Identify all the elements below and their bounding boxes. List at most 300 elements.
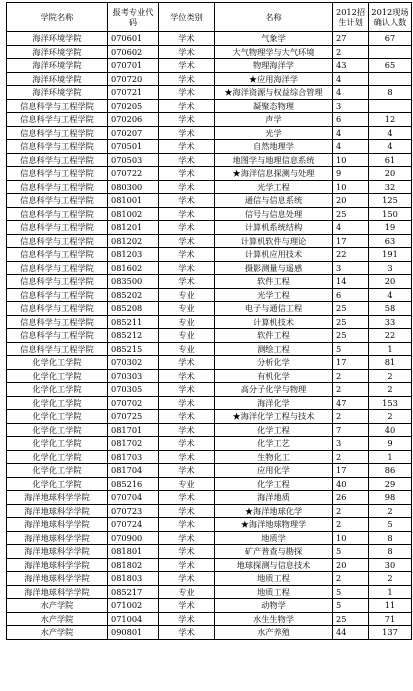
degree-type-cell: 学术 [159, 518, 215, 532]
major-code-cell: 070704 [108, 491, 159, 505]
enrollment-plan-cell: 20 [333, 194, 369, 208]
degree-type-cell: 学术 [159, 140, 215, 154]
major-code-cell: 085212 [108, 329, 159, 343]
college-name-cell: 海洋地球科学学院 [7, 545, 108, 559]
major-code-cell: 070723 [108, 504, 159, 518]
enrollment-plan-cell: 26 [333, 491, 369, 505]
table-row [7, 221, 412, 235]
confirmed-count-cell [369, 99, 412, 113]
major-name-cell: 海洋地质 [215, 491, 333, 505]
header-row [7, 3, 412, 32]
table-row [7, 315, 412, 329]
major-name-cell: 声学 [215, 113, 333, 127]
major-name-cell: ★海洋信息探测与处理 [215, 167, 333, 181]
degree-type-cell: 学术 [159, 194, 215, 208]
major-name-cell: 信号与信息处理 [215, 207, 333, 221]
confirmed-count-cell: 81 [369, 356, 412, 370]
confirmed-count-cell: 9 [369, 437, 412, 451]
degree-type-cell: 学术 [159, 86, 215, 100]
confirmed-count-cell: 11 [369, 599, 412, 613]
enrollment-plan-cell: 4 [333, 140, 369, 154]
major-code-cell: 070602 [108, 45, 159, 59]
header-enrollment-plan: 2012招生计划 [333, 3, 369, 32]
table-row [7, 410, 412, 424]
degree-type-cell: 学术 [159, 248, 215, 262]
major-name-cell: 摄影测量与遥感 [215, 261, 333, 275]
college-name-cell: 化学化工学院 [7, 423, 108, 437]
major-name-cell: ★应用海洋学 [215, 72, 333, 86]
college-name-cell: 海洋地球科学学院 [7, 518, 108, 532]
college-name-cell: 信息科学与工程学院 [7, 234, 108, 248]
major-name-cell: 地质工程 [215, 585, 333, 599]
degree-type-cell: 学术 [159, 599, 215, 613]
table-row [7, 99, 412, 113]
confirmed-count-cell: 33 [369, 315, 412, 329]
degree-type-cell: 学术 [159, 207, 215, 221]
enrollment-plan-cell: 4 [333, 86, 369, 100]
college-name-cell: 水产学院 [7, 599, 108, 613]
major-code-cell: 081803 [108, 572, 159, 586]
college-name-cell: 海洋环境学院 [7, 86, 108, 100]
enrollment-plan-cell: 5 [333, 585, 369, 599]
degree-type-cell: 学术 [159, 275, 215, 289]
college-name-cell: 海洋地球科学学院 [7, 558, 108, 572]
college-name-cell: 海洋地球科学学院 [7, 531, 108, 545]
major-code-cell: 070601 [108, 32, 159, 46]
enrollment-plan-cell: 27 [333, 32, 369, 46]
major-code-cell: 081703 [108, 450, 159, 464]
degree-type-cell: 学术 [159, 383, 215, 397]
enrollment-plan-cell: 3 [333, 99, 369, 113]
college-name-cell: 化学化工学院 [7, 437, 108, 451]
major-code-cell: 070702 [108, 396, 159, 410]
table-row [7, 545, 412, 559]
college-name-cell: 海洋环境学院 [7, 59, 108, 73]
college-name-cell: 化学化工学院 [7, 477, 108, 491]
enrollment-plan-cell: 9 [333, 167, 369, 181]
college-name-cell: 信息科学与工程学院 [7, 99, 108, 113]
enrollment-plan-cell: 6 [333, 288, 369, 302]
major-code-cell: 070302 [108, 356, 159, 370]
enrollment-plan-cell: 4 [333, 221, 369, 235]
major-name-cell: 高分子化学与物理 [215, 383, 333, 397]
confirmed-count-cell: 20 [369, 167, 412, 181]
table-row [7, 72, 412, 86]
major-code-cell: 070305 [108, 383, 159, 397]
major-code-cell: 070303 [108, 369, 159, 383]
confirmed-count-cell: 40 [369, 423, 412, 437]
college-name-cell: 海洋环境学院 [7, 32, 108, 46]
enrollment-plan-cell: 5 [333, 342, 369, 356]
table-row [7, 558, 412, 572]
college-name-cell: 海洋环境学院 [7, 72, 108, 86]
college-name-cell: 化学化工学院 [7, 410, 108, 424]
degree-type-cell: 学术 [159, 261, 215, 275]
college-name-cell: 化学化工学院 [7, 383, 108, 397]
degree-type-cell: 专业 [159, 288, 215, 302]
college-name-cell: 信息科学与工程学院 [7, 167, 108, 181]
degree-type-cell: 学术 [159, 504, 215, 518]
college-name-cell: 信息科学与工程学院 [7, 288, 108, 302]
major-name-cell: 自然地理学 [215, 140, 333, 154]
college-name-cell: 信息科学与工程学院 [7, 261, 108, 275]
college-name-cell: 信息科学与工程学院 [7, 329, 108, 343]
degree-type-cell: 学术 [159, 221, 215, 235]
major-code-cell: 070720 [108, 72, 159, 86]
major-name-cell: 地质工程 [215, 572, 333, 586]
enrollment-plan-cell: 2 [333, 504, 369, 518]
enrollment-plan-cell: 20 [333, 558, 369, 572]
major-code-cell: 081202 [108, 234, 159, 248]
table-row [7, 261, 412, 275]
college-name-cell: 化学化工学院 [7, 356, 108, 370]
table-row [7, 423, 412, 437]
college-name-cell: 信息科学与工程学院 [7, 153, 108, 167]
major-name-cell: 电子与通信工程 [215, 302, 333, 316]
major-name-cell: 地球探测与信息技术 [215, 558, 333, 572]
major-name-cell: 地质学 [215, 531, 333, 545]
enrollment-table [6, 2, 412, 640]
enrollment-plan-cell: 25 [333, 612, 369, 626]
major-name-cell: 软件工程 [215, 329, 333, 343]
degree-type-cell: 学术 [159, 558, 215, 572]
degree-type-cell: 学术 [159, 572, 215, 586]
degree-type-cell: 专业 [159, 342, 215, 356]
degree-type-cell: 专业 [159, 315, 215, 329]
table-row [7, 302, 412, 316]
major-name-cell: 化学工程 [215, 477, 333, 491]
major-code-cell: 090801 [108, 626, 159, 640]
enrollment-plan-cell: 25 [333, 207, 369, 221]
table-row [7, 140, 412, 154]
major-code-cell: 070206 [108, 113, 159, 127]
enrollment-plan-cell: 4 [333, 72, 369, 86]
major-code-cell: 070501 [108, 140, 159, 154]
table-row [7, 477, 412, 491]
table-row [7, 450, 412, 464]
degree-type-cell: 学术 [159, 491, 215, 505]
degree-type-cell: 学术 [159, 113, 215, 127]
major-name-cell: 凝聚态物理 [215, 99, 333, 113]
enrollment-plan-cell: 47 [333, 396, 369, 410]
degree-type-cell: 学术 [159, 545, 215, 559]
confirmed-count-cell: 150 [369, 207, 412, 221]
major-name-cell: 计算机应用技术 [215, 248, 333, 262]
confirmed-count-cell: 1 [369, 450, 412, 464]
enrollment-plan-cell: 4 [333, 126, 369, 140]
confirmed-count-cell: 20 [369, 275, 412, 289]
enrollment-plan-cell: 17 [333, 234, 369, 248]
table-row [7, 342, 412, 356]
major-code-cell: 070725 [108, 410, 159, 424]
major-code-cell: 085211 [108, 315, 159, 329]
table-row [7, 612, 412, 626]
major-name-cell: 计算机系统结构 [215, 221, 333, 235]
major-code-cell: 070207 [108, 126, 159, 140]
college-name-cell: 海洋地球科学学院 [7, 585, 108, 599]
degree-type-cell: 学术 [159, 423, 215, 437]
enrollment-plan-cell: 10 [333, 531, 369, 545]
degree-type-cell: 学术 [159, 410, 215, 424]
major-code-cell: 081801 [108, 545, 159, 559]
table-row [7, 32, 412, 46]
confirmed-count-cell: 2 [369, 383, 412, 397]
major-name-cell: 测绘工程 [215, 342, 333, 356]
degree-type-cell: 学术 [159, 153, 215, 167]
college-name-cell: 海洋地球科学学院 [7, 491, 108, 505]
table-row [7, 153, 412, 167]
major-code-cell: 070724 [108, 518, 159, 532]
major-code-cell: 081701 [108, 423, 159, 437]
college-name-cell: 信息科学与工程学院 [7, 140, 108, 154]
degree-type-cell: 学术 [159, 59, 215, 73]
major-code-cell: 081203 [108, 248, 159, 262]
table-row [7, 626, 412, 640]
major-code-cell: 085208 [108, 302, 159, 316]
major-name-cell: 生物化工 [215, 450, 333, 464]
major-name-cell: ★海洋地球物理学 [215, 518, 333, 532]
major-code-cell: 070721 [108, 86, 159, 100]
confirmed-count-cell: 2 [369, 572, 412, 586]
confirmed-count-cell: 22 [369, 329, 412, 343]
table-row [7, 356, 412, 370]
table-row [7, 288, 412, 302]
degree-type-cell: 学术 [159, 626, 215, 640]
enrollment-plan-cell: 2 [333, 572, 369, 586]
major-code-cell: 070900 [108, 531, 159, 545]
major-name-cell: 有机化学 [215, 369, 333, 383]
major-name-cell: 地图学与地理信息系统 [215, 153, 333, 167]
degree-type-cell: 学术 [159, 464, 215, 478]
college-name-cell: 信息科学与工程学院 [7, 248, 108, 262]
table-row [7, 194, 412, 208]
college-name-cell: 化学化工学院 [7, 464, 108, 478]
major-name-cell: 计算机技术 [215, 315, 333, 329]
table-row [7, 59, 412, 73]
major-code-cell: 081201 [108, 221, 159, 235]
major-code-cell: 085217 [108, 585, 159, 599]
enrollment-plan-cell: 17 [333, 356, 369, 370]
enrollment-plan-cell: 7 [333, 423, 369, 437]
major-name-cell: 物理海洋学 [215, 59, 333, 73]
table-row [7, 599, 412, 613]
major-code-cell: 081002 [108, 207, 159, 221]
degree-type-cell: 学术 [159, 450, 215, 464]
enrollment-plan-cell: 10 [333, 180, 369, 194]
degree-type-cell: 学术 [159, 32, 215, 46]
college-name-cell: 信息科学与工程学院 [7, 315, 108, 329]
confirmed-count-cell: 58 [369, 302, 412, 316]
table-row [7, 585, 412, 599]
major-name-cell: 分析化学 [215, 356, 333, 370]
college-name-cell: 信息科学与工程学院 [7, 342, 108, 356]
college-name-cell: 海洋地球科学学院 [7, 572, 108, 586]
table-row [7, 396, 412, 410]
confirmed-count-cell: 4 [369, 140, 412, 154]
table-row [7, 86, 412, 100]
confirmed-count-cell: 71 [369, 612, 412, 626]
major-name-cell: 光学 [215, 126, 333, 140]
confirmed-count-cell: 32 [369, 180, 412, 194]
table-row [7, 234, 412, 248]
degree-type-cell: 学术 [159, 437, 215, 451]
degree-type-cell: 学术 [159, 612, 215, 626]
college-name-cell: 化学化工学院 [7, 450, 108, 464]
confirmed-count-cell: 61 [369, 153, 412, 167]
enrollment-plan-cell: 2 [333, 410, 369, 424]
confirmed-count-cell: 2 [369, 504, 412, 518]
header-confirmed-count: 2012现场确认人数 [369, 3, 412, 32]
confirmed-count-cell: 8 [369, 531, 412, 545]
college-name-cell: 信息科学与工程学院 [7, 194, 108, 208]
college-name-cell: 水产学院 [7, 626, 108, 640]
degree-type-cell: 学术 [159, 99, 215, 113]
major-name-cell: ★海洋化学工程与技术 [215, 410, 333, 424]
table-row [7, 437, 412, 451]
major-code-cell: 085202 [108, 288, 159, 302]
confirmed-count-cell: 63 [369, 234, 412, 248]
enrollment-plan-cell: 6 [333, 113, 369, 127]
header-major-name: 名称 [215, 3, 333, 32]
table-row [7, 383, 412, 397]
enrollment-plan-cell: 43 [333, 59, 369, 73]
major-code-cell: 081001 [108, 194, 159, 208]
confirmed-count-cell: 153 [369, 396, 412, 410]
confirmed-count-cell: 8 [369, 545, 412, 559]
major-name-cell: 通信与信息系统 [215, 194, 333, 208]
enrollment-plan-cell: 2 [333, 383, 369, 397]
major-name-cell: ★海洋资源与权益综合管理 [215, 86, 333, 100]
college-name-cell: 信息科学与工程学院 [7, 207, 108, 221]
table-row [7, 167, 412, 181]
major-code-cell: 080300 [108, 180, 159, 194]
degree-type-cell: 学术 [159, 167, 215, 181]
table-row [7, 275, 412, 289]
header-major-code: 报考专业代码 [108, 3, 159, 32]
table-row [7, 126, 412, 140]
college-name-cell: 海洋地球科学学院 [7, 504, 108, 518]
enrollment-plan-cell: 2 [333, 369, 369, 383]
table-row [7, 464, 412, 478]
table-row [7, 572, 412, 586]
major-name-cell: 化学工程 [215, 423, 333, 437]
confirmed-count-cell: 2 [369, 369, 412, 383]
enrollment-plan-cell: 17 [333, 464, 369, 478]
major-code-cell: 081704 [108, 464, 159, 478]
confirmed-count-cell [369, 45, 412, 59]
major-code-cell: 081802 [108, 558, 159, 572]
confirmed-count-cell: 12 [369, 113, 412, 127]
college-name-cell: 信息科学与工程学院 [7, 302, 108, 316]
confirmed-count-cell: 19 [369, 221, 412, 235]
major-name-cell: 水产养殖 [215, 626, 333, 640]
table-row [7, 369, 412, 383]
college-name-cell: 信息科学与工程学院 [7, 221, 108, 235]
confirmed-count-cell: 98 [369, 491, 412, 505]
confirmed-count-cell: 3 [369, 261, 412, 275]
major-name-cell: 海洋化学 [215, 396, 333, 410]
table-body [7, 32, 412, 640]
confirmed-count-cell: 30 [369, 558, 412, 572]
table-header [7, 3, 412, 32]
enrollment-plan-cell: 5 [333, 599, 369, 613]
header-degree-type: 学位类别 [159, 3, 215, 32]
college-name-cell: 信息科学与工程学院 [7, 275, 108, 289]
college-name-cell: 海洋环境学院 [7, 45, 108, 59]
confirmed-count-cell: 5 [369, 518, 412, 532]
major-code-cell: 070722 [108, 167, 159, 181]
table-row [7, 248, 412, 262]
table-row [7, 491, 412, 505]
degree-type-cell: 学术 [159, 234, 215, 248]
header-college-name: 学院名称 [7, 3, 108, 32]
major-name-cell: 化学工艺 [215, 437, 333, 451]
college-name-cell: 化学化工学院 [7, 396, 108, 410]
degree-type-cell: 学术 [159, 531, 215, 545]
confirmed-count-cell: 1 [369, 585, 412, 599]
major-name-cell: 软件工程 [215, 275, 333, 289]
confirmed-count-cell: 65 [369, 59, 412, 73]
major-code-cell: 085216 [108, 477, 159, 491]
confirmed-count-cell: 191 [369, 248, 412, 262]
major-name-cell: 光学工程 [215, 180, 333, 194]
enrollment-plan-cell: 3 [333, 261, 369, 275]
enrollment-plan-cell: 22 [333, 248, 369, 262]
enrollment-plan-cell: 25 [333, 315, 369, 329]
enrollment-plan-cell: 2 [333, 450, 369, 464]
degree-type-cell: 学术 [159, 45, 215, 59]
table-row [7, 504, 412, 518]
table-row [7, 207, 412, 221]
major-code-cell: 071002 [108, 599, 159, 613]
college-name-cell: 信息科学与工程学院 [7, 180, 108, 194]
table-row [7, 113, 412, 127]
degree-type-cell: 专业 [159, 329, 215, 343]
major-code-cell: 081602 [108, 261, 159, 275]
major-name-cell: 矿产普查与勘探 [215, 545, 333, 559]
degree-type-cell: 学术 [159, 396, 215, 410]
major-name-cell: 动物学 [215, 599, 333, 613]
enrollment-plan-cell: 14 [333, 275, 369, 289]
major-code-cell: 083500 [108, 275, 159, 289]
major-code-cell: 071004 [108, 612, 159, 626]
enrollment-plan-cell: 25 [333, 329, 369, 343]
degree-type-cell: 专业 [159, 302, 215, 316]
confirmed-count-cell: 1 [369, 342, 412, 356]
major-name-cell: ★海洋地球化学 [215, 504, 333, 518]
college-name-cell: 信息科学与工程学院 [7, 126, 108, 140]
degree-type-cell: 专业 [159, 477, 215, 491]
major-code-cell: 070503 [108, 153, 159, 167]
enrollment-plan-cell: 3 [333, 437, 369, 451]
confirmed-count-cell: 29 [369, 477, 412, 491]
enrollment-plan-cell: 2 [333, 45, 369, 59]
college-name-cell: 水产学院 [7, 612, 108, 626]
major-name-cell: 大气物理学与大气环境 [215, 45, 333, 59]
major-code-cell: 081702 [108, 437, 159, 451]
table-row [7, 329, 412, 343]
enrollment-plan-cell: 2 [333, 518, 369, 532]
degree-type-cell: 学术 [159, 369, 215, 383]
major-code-cell: 070701 [108, 59, 159, 73]
degree-type-cell: 学术 [159, 180, 215, 194]
college-name-cell: 化学化工学院 [7, 369, 108, 383]
table-row [7, 45, 412, 59]
enrollment-plan-cell: 10 [333, 153, 369, 167]
confirmed-count-cell: 137 [369, 626, 412, 640]
enrollment-plan-cell: 44 [333, 626, 369, 640]
enrollment-plan-cell: 40 [333, 477, 369, 491]
